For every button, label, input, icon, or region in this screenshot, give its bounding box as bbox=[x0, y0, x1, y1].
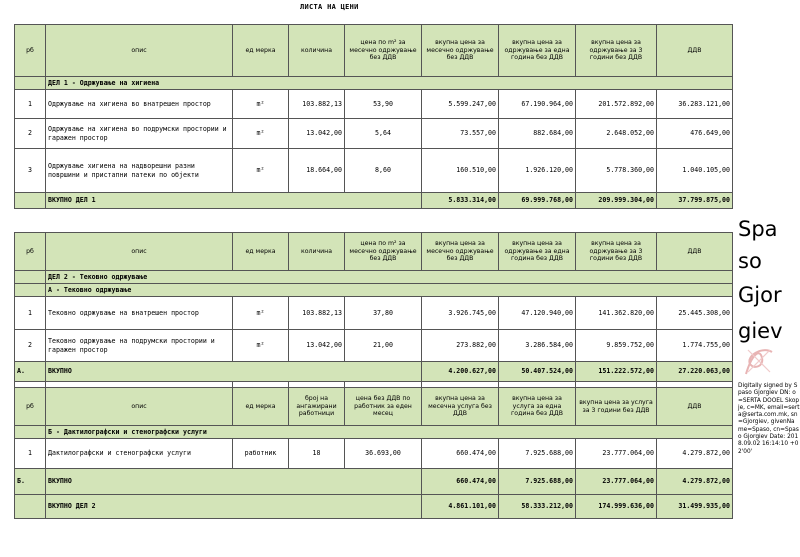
header-cell: цена по m² за месечно одржување без ДДВ bbox=[345, 25, 422, 77]
header-cell: вкупна цена за месечно одржување без ДДВ bbox=[422, 233, 499, 271]
table-header-row bbox=[15, 233, 733, 271]
header-cell: количина bbox=[289, 233, 345, 271]
subsection-row bbox=[15, 284, 733, 297]
header-cell: опис bbox=[46, 25, 233, 77]
header-cell: вкупна цена за услуга за 3 години без ДДВ bbox=[576, 388, 657, 426]
total-row: ВКУПНО ДЕЛ 2 4.861.101,00 58.333.212,00 174.999.636,00 31.499.935,00 bbox=[15, 495, 733, 519]
signature-name-line: giev bbox=[738, 319, 783, 343]
header-cell: опис bbox=[46, 233, 233, 271]
table-row: 1 Одржување на хигиена во внатрешен простор m² 103.882,13 53,90 5.599.247,00 67.190.964,00 201.572.892,00 36.283.121,00 bbox=[15, 90, 733, 119]
header-cell: вкупна цена за одржување за 3 години без ДДВ bbox=[576, 25, 657, 77]
signature-seal-icon bbox=[742, 344, 776, 378]
header-cell: количина bbox=[289, 25, 345, 77]
table-row: 1 Дактилографски и стенографски услуги работник 18 36.693,00 660.474,00 7.925.688,00 23.777.064,00 4.279.872,00 bbox=[15, 439, 733, 469]
header-cell: број на ангажирани работници bbox=[289, 388, 345, 426]
header-cell: ед мерка bbox=[233, 388, 289, 426]
subsection-label: А - Тековно одржување bbox=[46, 284, 733, 297]
total-row: ВКУПНО ДЕЛ 1 5.833.314,00 69.999.768,00 209.999.304,00 37.799.875,00 bbox=[15, 193, 733, 209]
header-cell: ДДВ bbox=[657, 388, 733, 426]
section-label: ДЕЛ 2 - Тековно одржување bbox=[46, 271, 733, 284]
subsection-row bbox=[15, 426, 733, 439]
page-title: ЛИСТА НА ЦЕНИ bbox=[300, 3, 359, 11]
table-header-row-b bbox=[15, 388, 733, 426]
signature-name-line: Spa bbox=[738, 217, 778, 241]
signature-details: Digitally signed by Spaso Gjorgiev DN: o=SERTA DOOEL Skopje, c=MK, email=serta@serta.com.mk, sn=Gjorgiev, givenName=Spaso, cn=Spaso Gjorgiev Date: 2018.09.02 16:14:10 +02'00' bbox=[738, 383, 800, 455]
signature-name-line: Gjor bbox=[738, 283, 782, 307]
section-row bbox=[15, 271, 733, 284]
header-cell: ед мерка bbox=[233, 25, 289, 77]
header-cell: вкупна цена за месечно одржување без ДДВ bbox=[422, 25, 499, 77]
header-cell: вкупна цена за месечна услуга без ДДВ bbox=[422, 388, 499, 426]
section-row bbox=[15, 77, 733, 90]
signature-name-line: so bbox=[738, 249, 762, 273]
subtotal-row: Б. ВКУПНО 660.474,00 7.925.688,00 23.777.064,00 4.279.872,00 bbox=[15, 469, 733, 495]
header-cell: опис bbox=[46, 388, 233, 426]
header-cell: вкупна цена за одржување за една година без ДДВ bbox=[499, 25, 576, 77]
table-row: 1 Тековно одржување на внатрешен простор m² 103.882,13 37,80 3.926.745,00 47.120.940,00 141.362.820,00 25.445.308,00 bbox=[15, 297, 733, 330]
header-cell: рб bbox=[15, 25, 46, 77]
header-cell: вкупна цена за одржување за една година без ДДВ bbox=[499, 233, 576, 271]
header-cell: цена без ДДВ по работник за еден месец bbox=[345, 388, 422, 426]
header-cell: рб bbox=[15, 233, 46, 271]
header-cell: рб bbox=[15, 388, 46, 426]
price-table-part-1 bbox=[14, 24, 733, 209]
header-cell: ДДВ bbox=[657, 233, 733, 271]
table-row: 2 Одржување на хигиена во подрумски простории и гаражен простор m² 13.042,00 5,64 73.557,00 882.684,00 2.648.052,00 476.649,00 bbox=[15, 119, 733, 149]
table-row: 2 Тековно одржување на подрумски простории и гаражен простор m² 13.042,00 21,00 273.882,00 3.286.584,00 9.859.752,00 1.774.755,00 bbox=[15, 330, 733, 362]
table-row: 3 Одржување хигиена на надворешни разни површини и пристапни патеки по објекти m² 18.664,00 8,60 160.510,00 1.926.120,00 5.778.360,00 1.040.105,00 bbox=[15, 149, 733, 193]
header-cell: вкупна цена за услуга за една година без ДДВ bbox=[499, 388, 576, 426]
price-table-part-2 bbox=[14, 232, 733, 519]
table-header-row bbox=[15, 25, 733, 77]
section-label: ДЕЛ 1 - Одржување на хигиена bbox=[46, 77, 733, 90]
header-cell: ед мерка bbox=[233, 233, 289, 271]
header-cell: ДДВ bbox=[657, 25, 733, 77]
header-cell: вкупна цена за одржување за 3 години без ДДВ bbox=[576, 233, 657, 271]
subsection-label: Б - Дактилографски и стенографски услуги bbox=[46, 426, 733, 439]
header-cell: цена по m² за месечно одржување без ДДВ bbox=[345, 233, 422, 271]
subtotal-row: А. ВКУПНО 4.200.627,00 50.407.524,00 151.222.572,00 27.220.063,00 bbox=[15, 362, 733, 382]
